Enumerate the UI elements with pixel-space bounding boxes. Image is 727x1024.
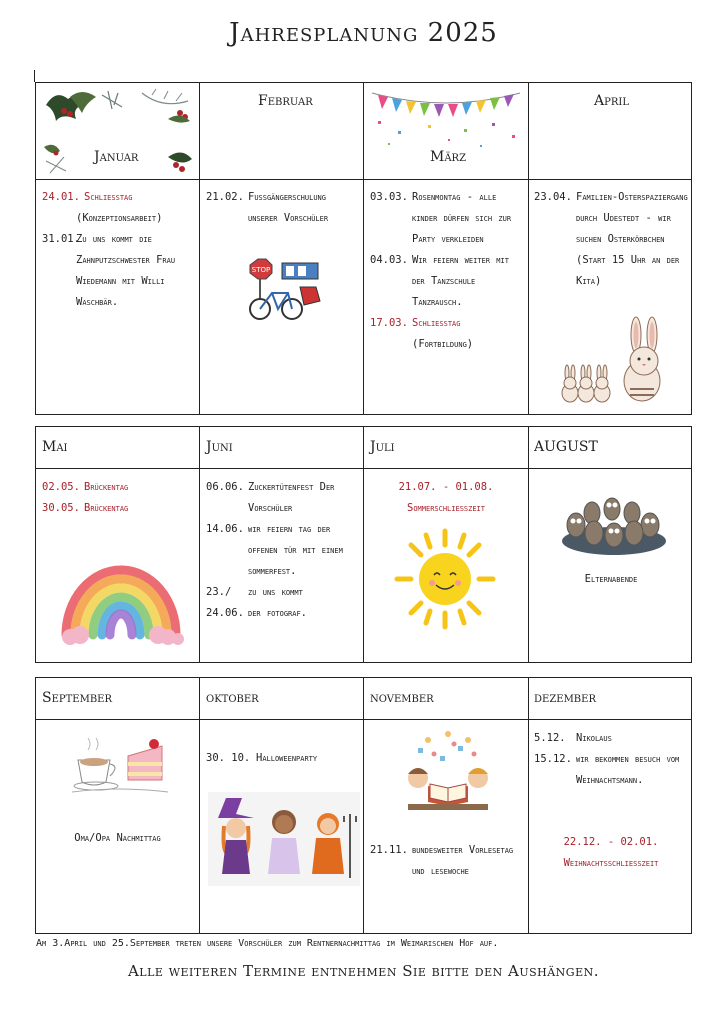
entry: 21.02. Fußgängerschulung unserer Vorschüler <box>206 191 329 224</box>
column-divider <box>363 678 364 933</box>
month-august: AUGUST <box>534 439 598 455</box>
entry: 15.12. wir bekommen besuch vom Weihnachtsmann. <box>534 753 680 786</box>
entry: 06.06. Zuckertütenfest Der Vorschüler <box>206 481 335 514</box>
entries-mai <box>42 477 196 519</box>
entry: 31.01. Zu uns kommt die Zahnputzschwester Frau Wiedemann mit Willi Waschbär. <box>42 233 176 308</box>
column-divider <box>528 83 529 414</box>
owl-circle-icon <box>558 485 670 559</box>
month-februar: Februar <box>258 93 313 109</box>
entry: 04.03. Wir feiern weiter mit der Tanzschule Tanzrausch. <box>370 254 509 308</box>
entries-januar <box>42 187 196 313</box>
svg-text:STOP: STOP <box>251 266 271 274</box>
entries-dezember <box>534 728 688 791</box>
footnote: Am 3.April und 25.September treten unsere Vorschüler zum Rentnernachmittag im Weimarischen Hof auf. <box>36 938 499 949</box>
sun-icon <box>394 527 496 631</box>
entry: 24.06. der fotograf. <box>206 607 308 619</box>
entries-april <box>534 187 688 292</box>
coffee-cake-icon <box>68 736 172 796</box>
juli-closure: Sommerschließzeit <box>407 502 485 514</box>
juli-dates: 21.07. - 01.08. <box>398 481 494 493</box>
entries-november <box>370 840 522 882</box>
entries-oktober <box>206 748 358 769</box>
children-reading-icon <box>398 728 498 812</box>
bunting-confetti-icon <box>368 87 524 157</box>
entry: 24.01. Schließtag <box>42 191 133 203</box>
month-juni: Juni <box>206 439 233 455</box>
month-juli: Juli <box>370 439 395 455</box>
entry: (Fortbildung) <box>412 338 474 350</box>
entry: 5.12. Nikolaus <box>534 732 612 744</box>
column-divider <box>528 427 529 662</box>
column-divider <box>199 678 200 933</box>
august-text: Elternabende <box>584 573 638 585</box>
september-text: Oma/Opa Nachmittag <box>74 832 161 844</box>
entries-maerz <box>370 187 522 355</box>
entry: 03.03. Rosenmontag - alle kinder dürfen sich zur Party verkleiden <box>370 191 512 245</box>
dezember-closure <box>530 832 692 874</box>
dezember-closure-label: Weihnachtsschließzeit <box>563 857 659 869</box>
halloween-kids-icon <box>208 792 360 886</box>
quarter-2 <box>35 426 692 663</box>
easter-bunnies-icon <box>556 309 676 405</box>
entry: 02.05. Brückentag <box>42 481 129 493</box>
entries-juni <box>206 477 358 624</box>
page-title: Jahresplanung 2025 <box>229 18 498 48</box>
dezember-dates: 22.12. - 02.01. <box>563 836 659 848</box>
entry: 30.05. Brückentag <box>42 502 129 514</box>
entries-juli <box>366 477 526 519</box>
entry: (Konzeptionsarbeit) <box>76 212 163 224</box>
entry: 23.04. Familien-Osterspaziergang durch Udestedt - wir suchen Osterkörbchen (Start 15 Uhr an der Kita) <box>534 191 688 287</box>
month-april: April <box>594 93 629 109</box>
entry: 23./ zu uns kommt <box>206 586 303 598</box>
entry: 14.06. wir feiern tag der offenen tür mit einem sommerfest. <box>206 523 343 577</box>
column-divider <box>199 83 200 414</box>
entry: 30. 10. Halloweenparty <box>206 752 318 764</box>
margin-tick <box>34 70 35 82</box>
entry: 17.03. Schließtag <box>370 317 461 329</box>
bicycle-stop-sign-icon <box>244 257 324 323</box>
month-september: September <box>42 690 113 706</box>
month-mai: Mai <box>42 439 68 455</box>
month-november: november <box>370 690 434 706</box>
month-maerz: März <box>430 149 467 165</box>
rainbow-icon <box>56 525 186 651</box>
column-divider <box>363 427 364 662</box>
month-januar: Januar <box>94 149 139 165</box>
column-divider <box>528 678 529 933</box>
quarter-3 <box>35 677 692 934</box>
column-divider <box>199 427 200 662</box>
month-dezember: dezember <box>534 690 596 706</box>
entry: 21.11. bundesweiter Vorlesetag und lesewoche <box>370 844 514 877</box>
entries-februar <box>206 187 358 229</box>
column-divider <box>363 83 364 414</box>
month-oktober: oktober <box>206 690 259 706</box>
quarter-1 <box>35 82 692 415</box>
footer-note: Alle weiteren Termine entnehmen Sie bitte den Aushängen. <box>127 962 600 980</box>
